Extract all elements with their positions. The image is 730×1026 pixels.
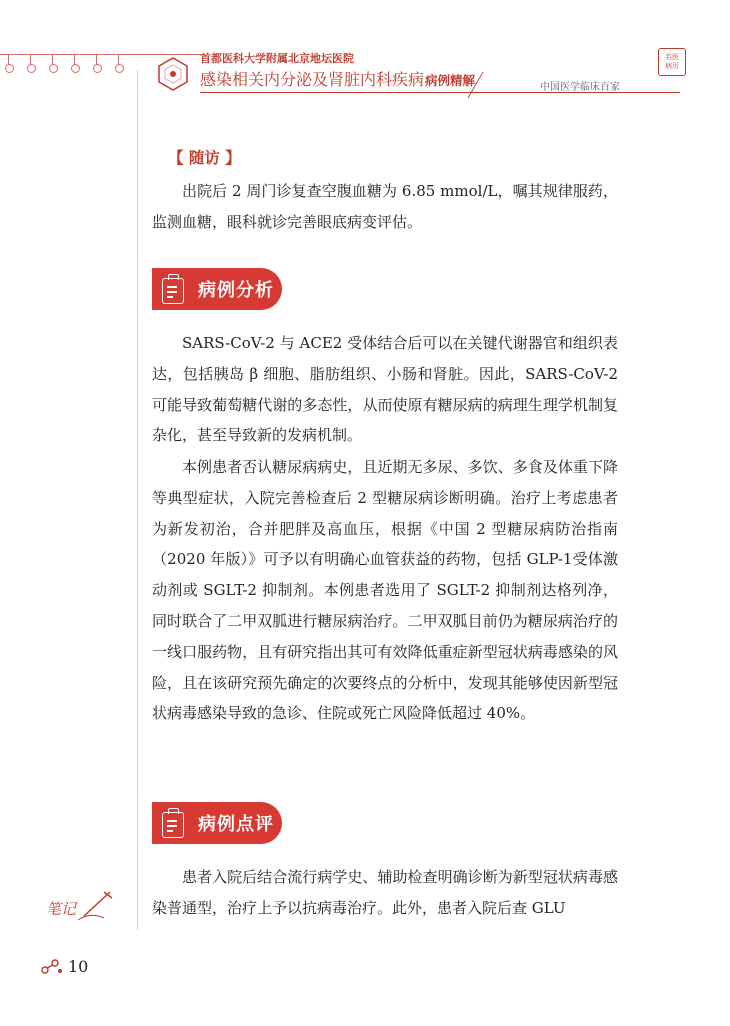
text-line: 下降等典型症状，入院完善检查后 2 型糖尿病诊断明确。治疗上考	[152, 458, 618, 507]
institution-name: 首都医科大学附属北京地坛医院	[200, 52, 354, 65]
page-ornament-icon	[40, 957, 64, 977]
text-line: 可能导致葡萄糖代谢的多态性，从而使原有糖尿病的病理生理学机	[152, 395, 588, 414]
section-tag: 病例精解	[425, 73, 476, 88]
svg-text:笔记: 笔记	[46, 900, 77, 918]
section-title: 病例点评	[198, 814, 274, 835]
book-title: 感染相关内分泌及肾脏内科疾病	[200, 70, 425, 89]
text-line: 虑患者为新发初治，合并肥胖及高血压，根据《中国 2 型糖尿病防	[152, 488, 618, 538]
text-line: 本例患者否认糖尿病病史，且近期无多尿、多饮、多食及体重	[182, 458, 588, 476]
series-seal-logo: 名医 病历	[658, 48, 686, 76]
section-header-review	[152, 802, 282, 844]
text-line: 出院后 2 周门诊复查空腹血糖为 6.85 mmol/L，嘱其规律服药，	[182, 182, 618, 200]
page-header	[140, 44, 700, 104]
section-title: 病例分析	[198, 280, 274, 301]
clipboard-icon	[160, 808, 186, 838]
text-line: 尿病治疗的一线口服药物，且有研究指出其可有效降低重症新型冠	[152, 611, 618, 661]
text-line: 状病毒感染的风险，且在该研究预先确定的次要终点的分析中，发	[152, 642, 618, 692]
text-line: 现其能够使因新型冠状病毒感染导致的急诊、住院或死亡风险降低	[152, 673, 618, 723]
text-line: SARS-CoV-2 与 ACE2 受体结合后可以在关键代谢器官和组织表	[182, 334, 618, 352]
text-line: 毒感染普通型，治疗上予以抗病毒治疗。此外，患者入院后查 GLU	[152, 868, 618, 917]
page-number: 10	[68, 957, 89, 976]
analysis-paragraph-2	[152, 452, 618, 729]
text-line: 治指南（2020 年版）》可予以有明确心血管获益的药物，包括 GLP-1	[152, 519, 618, 569]
text-line: 达，包括胰岛 β 细胞、脂肪组织、小肠和肾脏。因此，SARS-CoV-2	[152, 364, 618, 383]
text-line: 监测血糖，眼科就诊完善眼底病变评估。	[152, 212, 423, 231]
text-line: 患者入院后结合流行病学史、辅助检查明确诊断为新型冠状病	[182, 868, 588, 886]
text-line: 制复杂化，甚至导致新的发病机制。	[152, 395, 618, 445]
section-header-analysis	[152, 268, 282, 310]
review-paragraph	[152, 862, 618, 924]
text-line: 列净，同时联合了二甲双胍进行糖尿病治疗。二甲双胍目前仍为糖	[152, 581, 618, 630]
clipboard-icon	[160, 274, 186, 304]
followup-heading: 【 随访 】	[168, 149, 241, 167]
notes-pen-icon	[40, 886, 120, 926]
text-line: 受体激动剂或 SGLT-2 抑制剂。本例患者选用了 SGLT-2 抑制剂达格	[152, 550, 618, 600]
analysis-paragraph-1	[152, 328, 618, 451]
text-line: 超过 40%。	[452, 704, 536, 723]
hexagon-logo-icon	[155, 56, 191, 92]
followup-paragraph	[152, 176, 618, 238]
series-name: 中国医学临床百家	[540, 82, 620, 93]
margin-rule	[137, 70, 138, 930]
